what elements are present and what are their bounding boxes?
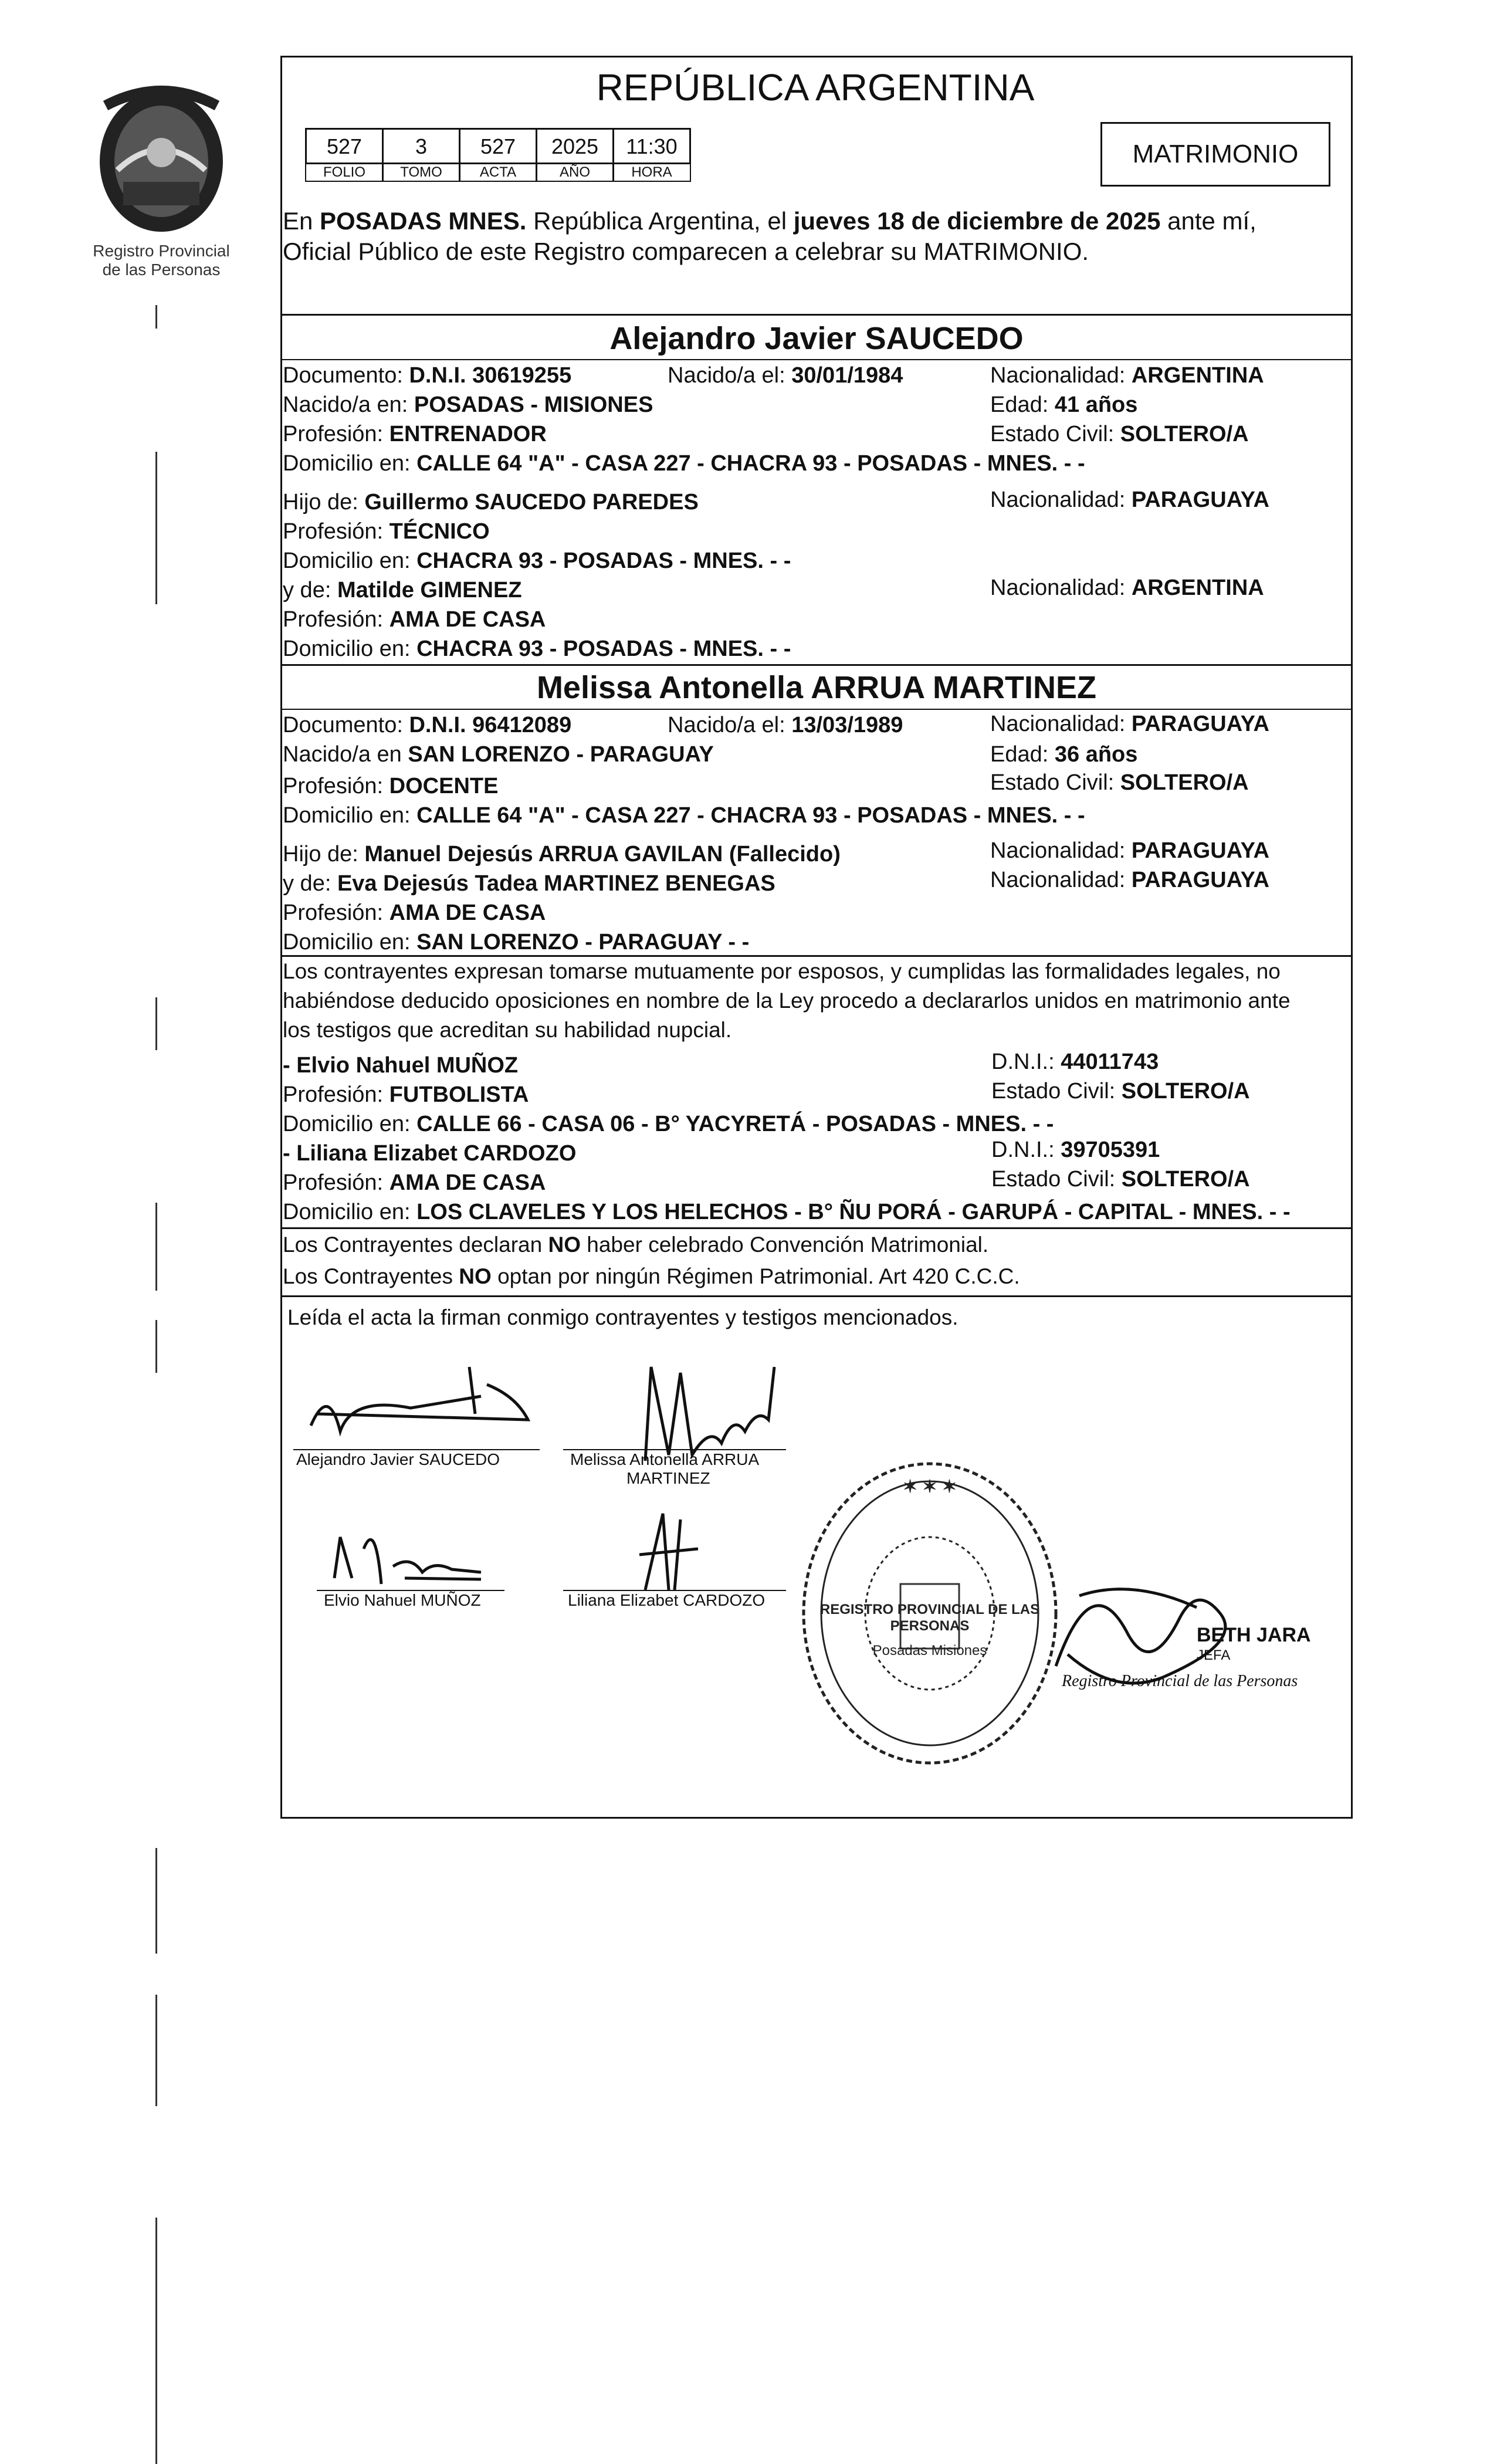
declaration-line-1: Los contrayentes expresan tomarse mutuamente por esposos, y cumplidas las formalidades legales, no: [283, 959, 1281, 983]
spouse1-age: Edad: 41 años: [990, 392, 1138, 417]
spouse2-mother-nationality: Nacionalidad: PARAGUAYA: [990, 868, 1269, 892]
witness1-dni: D.N.I.: 44011743: [991, 1050, 1159, 1074]
margin-mark: [155, 1995, 157, 2106]
closing-text: Leída el acta la firman conmigo contrayentes y testigos mencionados.: [287, 1305, 959, 1329]
margin-mark: [155, 452, 157, 604]
spouse2-mother: y de: Eva Dejesús Tadea MARTINEZ BENEGAS: [283, 871, 775, 896]
coat-of-arms-icon: [82, 82, 241, 241]
spouse1-mother-profession: Profesión: AMA DE CASA: [283, 607, 546, 632]
spouse1-birthplace: Nacido/a en: POSADAS - MISIONES: [283, 392, 653, 417]
acta-value: 527: [459, 128, 537, 164]
spouse2-document: Documento: D.N.I. 96412089: [283, 713, 572, 737]
spouse1-mother-nationality: Nacionalidad: ARGENTINA: [990, 576, 1264, 600]
divider: [280, 1227, 1353, 1229]
ano-label: AÑO: [536, 163, 614, 182]
margin-mark: [155, 1320, 157, 1373]
official-title: JEFA: [1197, 1647, 1231, 1663]
divider: [280, 314, 1353, 316]
witness1-civil-status: Estado Civil: SOLTERO/A: [991, 1079, 1250, 1104]
spouse1-name: Alejandro Javier SAUCEDO: [609, 321, 1024, 356]
spouse2-profession: Profesión: DOCENTE: [283, 774, 499, 798]
spouse2-nationality: Nacionalidad: PARAGUAYA: [990, 712, 1269, 736]
spouse1-birthdate: Nacido/a el: 30/01/1984: [668, 363, 903, 388]
signature-1-name: Alejandro Javier SAUCEDO: [296, 1450, 500, 1468]
spouse2-name: Melissa Antonella ARRUA MARTINEZ: [536, 670, 1097, 705]
signature-3: [317, 1514, 493, 1596]
spouse1-mother-address: Domicilio en: CHACRA 93 - POSADAS - MNES. - -: [283, 637, 791, 661]
spouse2-civil-status: Estado Civil: SOLTERO/A: [990, 770, 1249, 795]
spouse1-father-nationality: Nacionalidad: PARAGUAYA: [990, 488, 1269, 512]
signature-2-name-a: Melissa Antonella ARRUA: [570, 1450, 760, 1468]
witness2-civil-status: Estado Civil: SOLTERO/A: [991, 1167, 1250, 1192]
witness1-profession: Profesión: FUTBOLISTA: [283, 1082, 529, 1107]
margin-mark: [155, 1203, 157, 1291]
spouse2-mother-profession: Profesión: AMA DE CASA: [283, 901, 546, 925]
signature-4: [610, 1508, 727, 1596]
spouse2-father: Hijo de: Manuel Dejesús ARRUA GAVILAN (Fallecido): [283, 842, 841, 867]
svg-text:✶ ✶ ✶: ✶ ✶ ✶: [902, 1477, 957, 1497]
spouse1-civil-status: Estado Civil: SOLTERO/A: [990, 422, 1249, 446]
spouse1-address: Domicilio en: CALLE 64 "A" - CASA 227 - CHACRA 93 - POSADAS - MNES. - -: [283, 451, 1085, 476]
witness2-dni: D.N.I.: 39705391: [991, 1138, 1160, 1162]
witness2-profession: Profesión: AMA DE CASA: [283, 1170, 546, 1195]
spouse2-mother-address: Domicilio en: SAN LORENZO - PARAGUAY - -: [283, 930, 750, 955]
witness1-address: Domicilio en: CALLE 66 - CASA 06 - B° YACYRETÁ - POSADAS - MNES. - -: [283, 1112, 1054, 1136]
seal-inner: Posadas Misiones: [872, 1643, 987, 1659]
signature-4-name: Liliana Elizabet CARDOZO: [568, 1591, 766, 1609]
page-title: REPÚBLICA ARGENTINA: [596, 66, 1035, 109]
hora-value: 11:30: [612, 128, 691, 164]
ano-value: 2025: [536, 128, 614, 164]
logo: [82, 82, 241, 282]
spouse1-profession: Profesión: ENTRENADOR: [283, 422, 547, 446]
tomo-value: 3: [382, 128, 460, 164]
official-name: BETH JARA: [1197, 1624, 1311, 1646]
folio-label: FOLIO: [305, 163, 384, 182]
divider: [280, 1295, 1353, 1297]
act-type-box: MATRIMONIO: [1100, 122, 1330, 187]
spouse2-father-nationality: Nacionalidad: PARAGUAYA: [990, 838, 1269, 863]
spouse2-age: Edad: 36 años: [990, 742, 1138, 767]
tomo-label: TOMO: [382, 163, 460, 182]
spouse1-mother: y de: Matilde GIMENEZ: [283, 578, 522, 603]
witness2-address: Domicilio en: LOS CLAVELES Y LOS HELECHOS - B° ÑU PORÁ - GARUPÁ - CAPITAL - MNES. - -: [283, 1200, 1291, 1224]
official-office: Registro Provincial de las Personas: [1062, 1672, 1298, 1690]
regime-line-1: Los Contrayentes declaran NO haber celebrado Convención Matrimonial.: [283, 1233, 989, 1257]
witness1-name: - Elvio Nahuel MUÑOZ: [283, 1053, 519, 1078]
spouse1-father: Hijo de: Guillermo SAUCEDO PAREDES: [283, 490, 699, 515]
spouse2-birthplace: Nacido/a en SAN LORENZO - PARAGUAY: [283, 742, 714, 767]
witness2-name: - Liliana Elizabet CARDOZO: [283, 1141, 577, 1166]
divider: [280, 664, 1353, 666]
spouse1-document: Documento: D.N.I. 30619255: [283, 363, 572, 388]
margin-mark: [155, 1848, 157, 1954]
spouse2-address: Domicilio en: CALLE 64 "A" - CASA 227 - CHACRA 93 - POSADAS - MNES. - -: [283, 803, 1085, 828]
acta-label: ACTA: [459, 163, 537, 182]
declaration-line-2: habiéndose deducido oposiciones en nombre de la Ley procedo a declararlos unidos en matrimonio ante: [283, 989, 1291, 1013]
margin-mark: [155, 305, 157, 329]
regime-line-2: Los Contrayentes NO optan por ningún Régimen Patrimonial. Art 420 C.C.C.: [283, 1264, 1020, 1288]
intro-line-2: Oficial Público de este Registro comparecen a celebrar su MATRIMONIO.: [283, 238, 1089, 265]
divider: [280, 359, 1353, 360]
hora-label: HORA: [612, 163, 691, 182]
margin-mark: [155, 997, 157, 1050]
signature-1: [293, 1361, 546, 1449]
seal-text: REGISTRO PROVINCIAL DE LAS PERSONAS: [819, 1602, 1040, 1634]
spouse2-birthdate: Nacido/a el: 13/03/1989: [668, 713, 903, 737]
spouse1-father-address: Domicilio en: CHACRA 93 - POSADAS - MNES. - -: [283, 549, 791, 573]
logo-line2: de las Personas: [102, 260, 221, 279]
folio-value: 527: [305, 128, 384, 164]
signature-2-name-b: MARTINEZ: [626, 1469, 710, 1487]
spouse1-nationality: Nacionalidad: ARGENTINA: [990, 363, 1264, 388]
spouse1-father-profession: Profesión: TÉCNICO: [283, 519, 490, 544]
declaration-line-3: los testigos que acreditan su habilidad nupcial.: [283, 1018, 732, 1042]
signature-3-name: Elvio Nahuel MUÑOZ: [324, 1591, 481, 1609]
logo-line1: Registro Provincial: [93, 242, 230, 260]
margin-mark: [155, 2218, 157, 2464]
divider: [280, 955, 1353, 957]
intro-line-1: En POSADAS MNES. República Argentina, el jueves 18 de diciembre de 2025 ante mí,: [283, 207, 1256, 235]
